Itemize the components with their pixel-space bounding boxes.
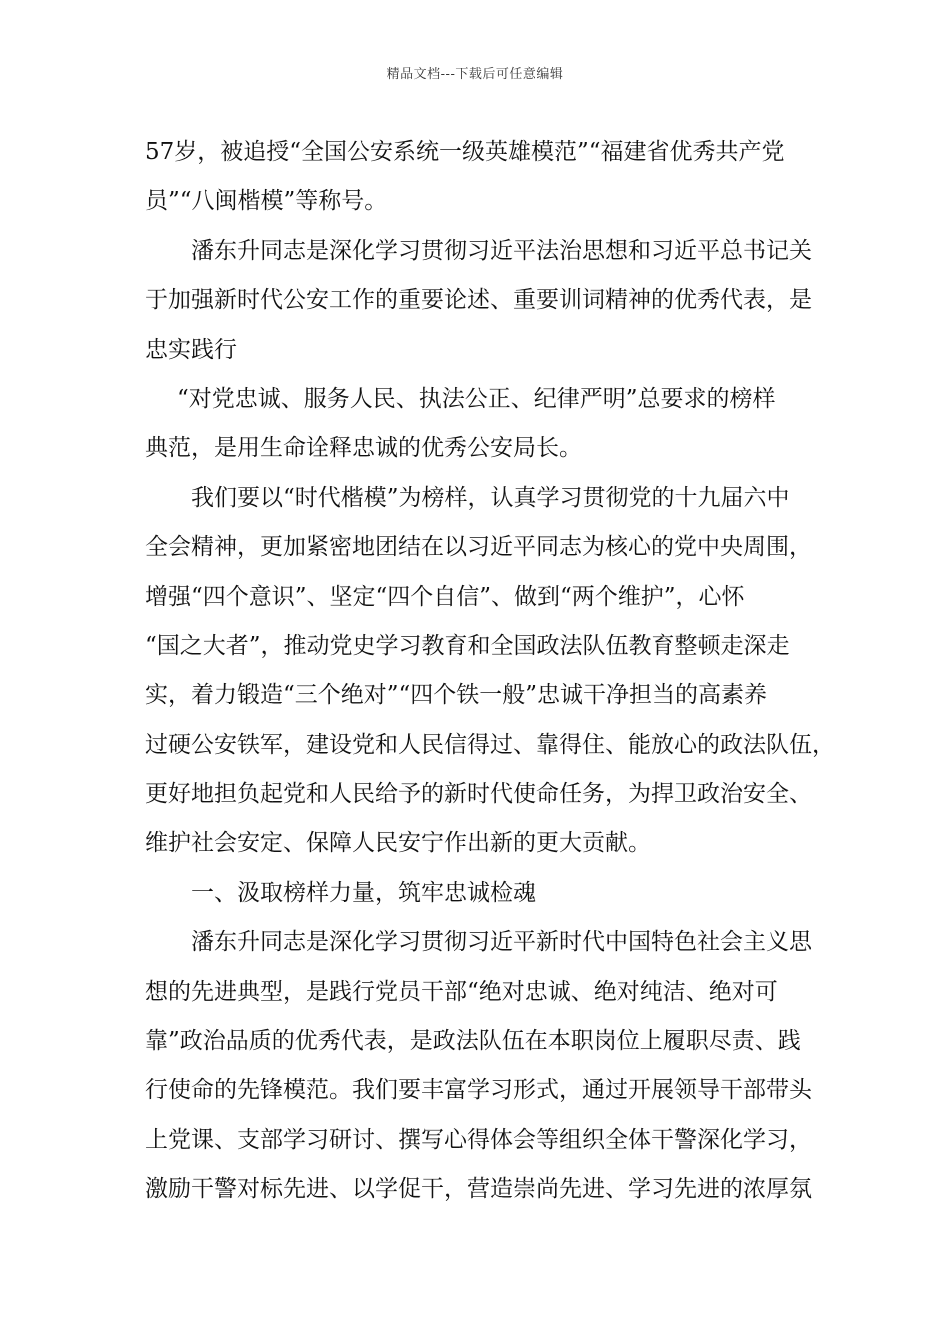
text-line: 员”“八闽楷模”等称号。: [145, 188, 388, 215]
text-line: 于加强新时代公安工作的重要论述、重要训词精神的优秀代表，是: [145, 287, 812, 314]
text-line: 57岁，被追授“全国公安系统一级英雄模范”“福建省优秀共产党: [145, 139, 785, 165]
text-line: “对党忠诚、服务人民、执法公正、纪律严明”总要求的榜样: [177, 385, 776, 412]
text-line: 行使命的先锋模范。我们要丰富学习形式，通过开展领导干部带头: [145, 1077, 812, 1104]
text-line: 维护社会安定、保障人民安宁作出新的更大贡献。: [145, 830, 651, 857]
text-line: 全会精神，更加紧密地团结在以习近平同志为核心的党中央周围，: [145, 534, 812, 561]
text-line: 典范，是用生命诠释忠诚的优秀公安局长。: [145, 435, 582, 462]
page-header: 精品文档---下载后可任意编辑: [386, 67, 564, 82]
body-text: [145, 128, 835, 1215]
text-line: “国之大者”，推动党史学习教育和全国政法队伍教育整顿走深走: [145, 632, 790, 659]
text-line: 激励干警对标先进、以学促干，营造崇尚先进、学习先进的浓厚氛: [145, 1176, 812, 1203]
text-line: 上党课、支部学习研讨、撰写心得体会等组织全体干警深化学习，: [145, 1126, 812, 1153]
text-line: 实，着力锻造“三个绝对”“四个铁一般”忠诚干净担当的高素养: [145, 682, 768, 709]
text-line: 过硬公安铁军，建设党和人民信得过、靠得住、能放心的政法队伍，: [145, 731, 835, 758]
section-heading: 一、汲取榜样力量，筑牢忠诚检魂: [191, 879, 536, 906]
text-line: 潘东升同志是深化学习贯彻习近平法治思想和习近平总书记关: [191, 237, 812, 264]
text-line: 靠”政治品质的优秀代表，是政法队伍在本职岗位上履职尽责、践: [145, 1028, 801, 1055]
text-line: 想的先进典型，是践行党员干部“绝对忠诚、绝对纯洁、绝对可: [145, 978, 778, 1005]
text-line: 潘东升同志是深化学习贯彻习近平新时代中国特色社会主义思: [191, 929, 812, 956]
text-line: 增强“四个意识”、坚定“四个自信”、做到“两个维护”，心怀: [145, 583, 745, 610]
text-line: 更好地担负起党和人民给予的新时代使命任务，为捍卫政治安全、: [145, 781, 812, 808]
text-line: 我们要以“时代楷模”为榜样，认真学习贯彻党的十九届六中: [191, 484, 790, 511]
text-line: 忠实践行: [145, 336, 237, 363]
